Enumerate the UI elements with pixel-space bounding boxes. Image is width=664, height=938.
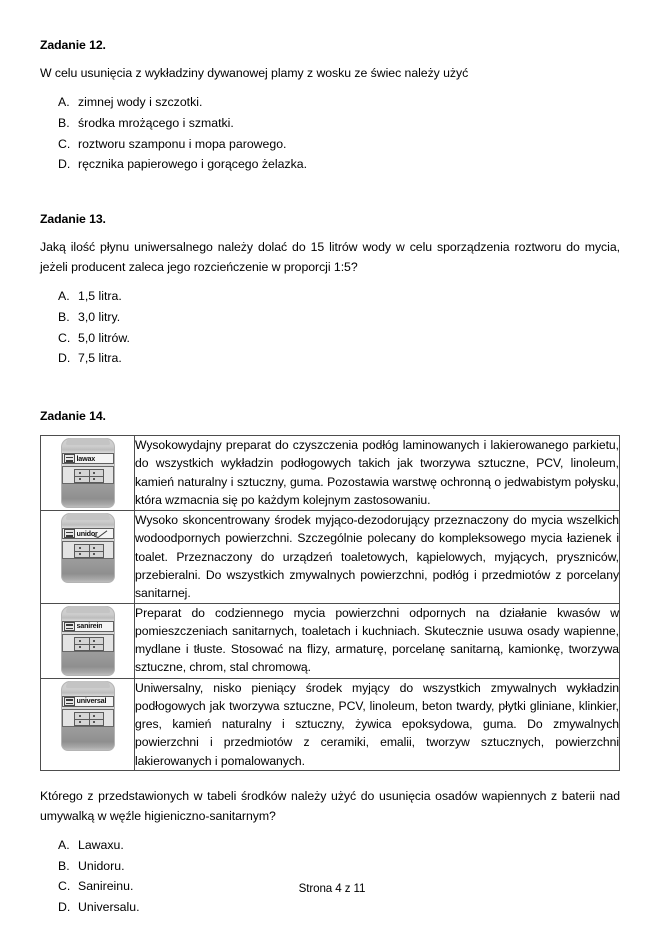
answer-letter: B. [58,858,70,873]
canister-icon [57,679,119,753]
product-name: unidor [76,529,98,538]
canister-sublabel-grid [74,712,104,726]
task-12-stem: W celu usunięcia z wykładziny dywanowej plamy z wosku ze świec należy użyć [40,66,469,80]
task-13-answer-b[interactable] [40,311,620,332]
product-image-cell [41,678,135,770]
answer-text: Universalu. [78,900,140,915]
answer-text: 1,5 litra. [78,288,122,303]
canister-icon [57,604,119,678]
canister-sublabel-grid [74,469,104,483]
task-12-heading: Zadanie 12. [40,38,106,52]
table-row [41,678,620,770]
canister-sublabel-grid [74,637,104,651]
product-name: lawax [76,454,96,463]
canister-dot-icon [93,478,95,480]
page-content [40,38,620,922]
brand-logo-icon [64,622,75,631]
canister-dot-icon [79,640,81,642]
answer-letter: D. [58,900,71,915]
canister-sublabel-grid [74,544,104,558]
canister-sublabel [62,466,114,484]
answer-letter: C. [58,136,71,151]
answer-text: 5,0 litrów. [78,330,130,345]
task-12 [40,38,620,179]
canister-shoulder [66,438,110,445]
task-14 [40,409,620,922]
task-14-heading: Zadanie 14. [40,409,106,424]
product-description-cell [135,678,620,770]
product-description-cell [135,436,620,511]
answer-text: Lawaxu. [78,837,124,852]
task-14-stem: Którego z przedstawionych w tabeli środków należy użyć do usunięcia osadów wapiennych z baterii nad umywalką w węźle higieniczno-sanitarnym? [40,789,620,823]
canister-dot-icon [79,715,81,717]
task-13-answer-c[interactable] [40,332,620,353]
answer-letter: D. [58,157,71,172]
product-image-cell [41,436,135,511]
task-13-stem: Jaką ilość płynu uniwersalnego należy dolać do 15 litrów wody w celu sporządzenia roztworu do mycia, jeżeli producent zaleca jego rozcieńczenie w proporcji 1:5? [40,240,620,274]
canister-dot-icon [93,547,95,549]
product-description-cell [135,511,620,603]
product-description: Preparat do codziennego mycia powierzchni odpornych na działanie kwasów w pomieszczeniach sanitarnych, toaletach i kuchniach. Skutecznie usuwa osady wapienne, mydlane i tłuste. Stosować na flizy, armaturę, porcelanę sanitarną, kamionkę, tworzywa sztuczne, chrom, stal chromową. [135,605,619,675]
answer-letter: B. [58,115,70,130]
product-description-cell [135,603,620,678]
task-13-answer-a[interactable] [40,290,620,311]
canister-dot-icon [93,715,95,717]
products-table [40,435,620,771]
task-12-answer-a[interactable] [40,96,620,117]
canister-label [62,621,114,632]
canister-dot-icon [79,721,81,723]
brand-logo-icon [64,454,75,463]
answer-text: środka mrożącego i szmatki. [78,115,234,130]
canister-dot-icon [93,646,95,648]
canister-dot-icon [93,553,95,555]
task-14-answer-d[interactable] [40,901,620,922]
answer-text: 3,0 litry. [78,309,121,324]
canister-dot-icon [93,640,95,642]
task-14-answers [40,839,620,922]
task-13-answers [40,290,620,373]
brand-logo-icon [64,697,75,706]
answer-letter: A. [58,288,70,303]
canister-shoulder [66,606,110,613]
canister-shoulder [66,513,110,520]
canister-icon [57,436,119,510]
task-13-heading: Zadanie 13. [40,212,106,227]
answer-text: roztworu szamponu i mopa parowego. [78,136,287,151]
task-14-answer-a[interactable] [40,839,620,860]
canister-icon [57,511,119,585]
task-14-answer-b[interactable] [40,860,620,881]
table-row [41,603,620,678]
product-description: Wysoko skoncentrowany środek myjąco-dezodorujący przeznaczony do mycia wszelkich wodoodpornych powierzchni. Szczególnie polecany do kompleksowego mycia łazienek i toalet. Przeznaczony do urządzeń toaletowych, kąpielowych, myjących, pryszniców, przebieralni. Do wszystkich zmywalnych powierzchni, podłóg i przedmiotów z porcelany sanitarnej. [135,513,619,601]
canister-sublabel [62,634,114,652]
page-footer: Strona 4 z 11 [298,882,366,895]
task-13-answer-d[interactable] [40,352,620,373]
answer-text: 7,5 litra. [78,351,122,366]
canister-label [62,696,114,707]
product-name: sanirein [76,622,103,630]
product-image-cell [41,511,135,603]
canister-dot-icon [93,472,95,474]
product-name: universal [76,697,107,705]
table-row [41,511,620,603]
canister-label [62,453,114,464]
canister-sublabel [62,541,114,559]
task-12-answer-b[interactable] [40,117,620,138]
canister-dot-icon [79,553,81,555]
canister-dot-icon [79,646,81,648]
canister-shoulder [66,681,110,688]
canister-dot-icon [79,547,81,549]
product-image-cell [41,603,135,678]
canister-dot-icon [93,721,95,723]
task-12-answer-c[interactable] [40,138,620,159]
product-description: Uniwersalny, nisko pieniący środek myjący do wszystkich zmywalnych wykładzin podłogowych jak tworzywa sztuczne, PCV, linoleum, beton twardy, płytki gliniane, klinkier, gres, kamień naturalny i sztuczny, żywica epoksydowa, guma. Do zmywalnych powierzchni i przedmiotów z ceramiki, emalii, tworzyw sztucznych, powierzchni lakierowanych i pomalowanych. [135,680,619,768]
task-12-answer-d[interactable] [40,158,620,179]
task-13 [40,212,620,373]
answer-letter: B. [58,309,70,324]
answer-text: zimnej wody i szczotki. [78,94,203,109]
answer-text: ręcznika papierowego i gorącego żelazka. [78,157,307,172]
answer-letter: C. [58,879,71,894]
canister-dot-icon [79,472,81,474]
canister-sublabel [62,709,114,727]
task-12-answers [40,96,620,179]
canister-dot-icon [79,478,81,480]
answer-letter: A. [58,94,70,109]
answer-letter: D. [58,351,71,366]
table-row [41,436,620,511]
answer-letter: A. [58,837,70,852]
checkmark-icon [93,530,108,538]
product-description: Wysokowydajny preparat do czyszczenia podłóg laminowanych i lakierowanego parkietu, do wszystkich wykładzin podłogowych takich jak tworzywa sztuczne, PCV, linoleum, kamień naturalny i sztuczny, guma. Pozostawia warstwę ochronną o jedwabistym połysku, która wzmacnia się po każdym kolejnym zastosowaniu. [135,438,619,507]
answer-text: Unidoru. [78,858,125,873]
brand-logo-icon [64,529,75,538]
answer-text: Sanireinu. [78,879,134,894]
answer-letter: C. [58,330,71,345]
